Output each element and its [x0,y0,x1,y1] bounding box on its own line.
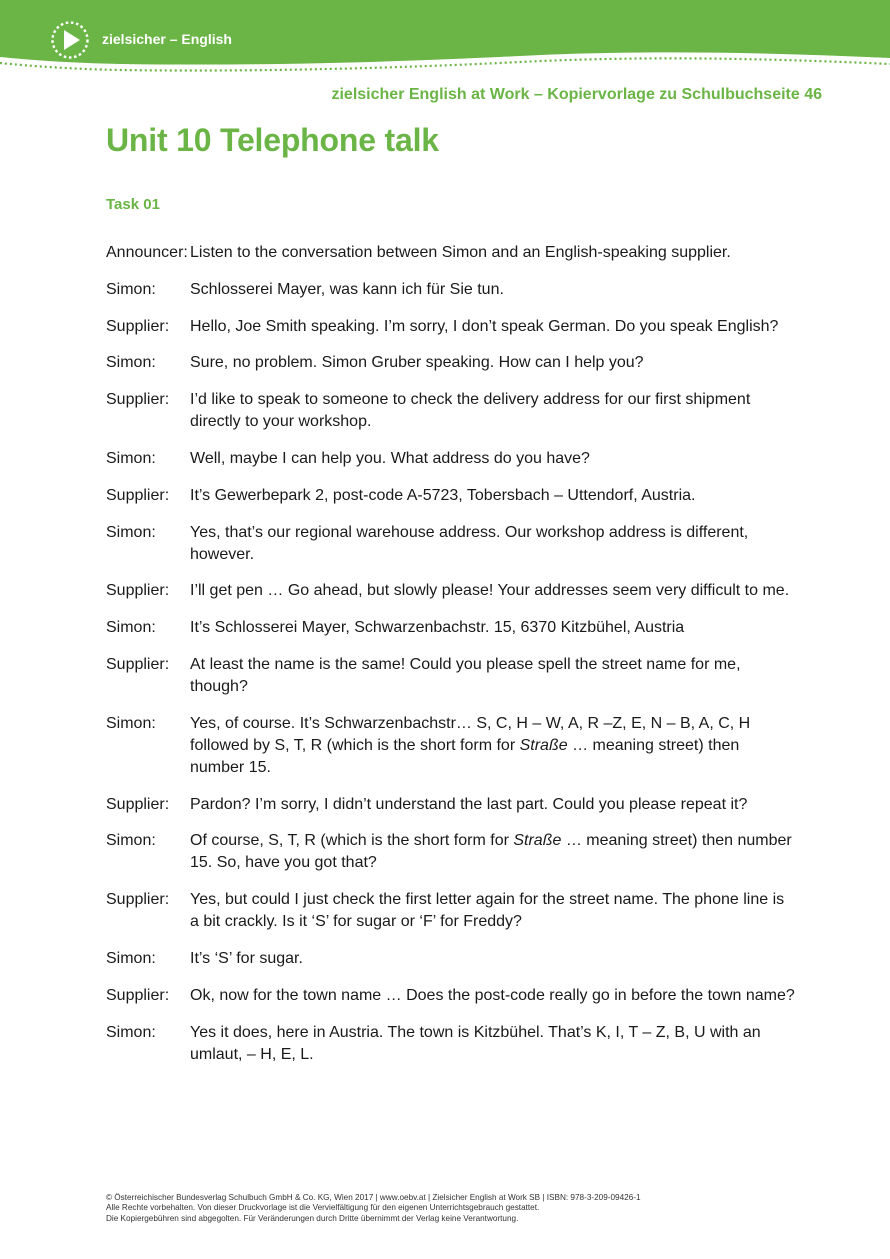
speaker-label: Supplier: [106,391,170,409]
dialogue-line [106,985,796,1007]
brand-name: zielsicher – English [102,31,232,47]
speaker-label: Supplier: [106,795,170,813]
footer-copyright: © Österreichischer Bundesverlag Schulbuch GmbH & Co. KG, Wien 2017 | www.oebv.at | Zielsicher English at Work SB | ISBN: 978-3-209-09426-1 [106,1193,641,1202]
speaker-label: Supplier: [106,317,170,335]
speaker-label: Supplier: [106,655,170,673]
dialogue-line [106,948,796,970]
speaker-label: Simon: [106,1023,156,1041]
speech-text: I’ll get pen … Go ahead, but slowly please! Your addresses seem very difficult to me. [190,582,790,600]
footer-disclaimer: Die Kopiergebühren sind abgegolten. Für Veränderungen durch Dritte übernimmt der Verlag keine Verantwortung. [106,1213,519,1223]
speaker-label: Simon: [106,354,156,372]
foreign-word: Straße [519,736,568,754]
speaker-label: Simon: [106,449,156,467]
speech-text: Ok, now for the town name … Does the post-code really go in before the town name? [190,986,795,1004]
speech-text: Yes, that’s our regional warehouse address. Our workshop address is different, however. [190,523,749,563]
speech-text: It’s Schlosserei Mayer, Schwarzenbachstr. 15, 6370 Kitzbühel, Austria [190,619,685,637]
footer [106,1193,641,1224]
dialogue-line [106,352,796,374]
speech-text: Schlosserei Mayer, was kann ich für Sie tun. [190,280,504,298]
dialogue-line [106,830,796,874]
play-logo-icon [50,20,90,60]
dialogue-line [106,617,796,639]
speaker-label: Simon: [106,523,156,541]
speaker-label: Simon: [106,619,156,637]
dialogue-line [106,889,796,933]
dialogue-line [106,713,796,779]
foreign-word: Straße [513,832,562,850]
dialogue-line [106,654,796,698]
page-title: Unit 10 Telephone talk [106,122,439,158]
footer-rights: Alle Rechte vorbehalten. Von dieser Druckvorlage ist die Vervielfältigung für den eigenen Unterrichtsgebrauch gestattet. [106,1203,540,1213]
speaker-label: Simon: [106,949,156,967]
speech-text: Sure, no problem. Simon Gruber speaking. How can I help you? [190,354,644,372]
speech-text: At least the name is the same! Could you please spell the street name for me, though? [190,655,741,695]
speaker-label: Supplier: [106,986,170,1004]
dialogue-line [106,316,796,338]
page-subtitle: zielsicher English at Work – Kopiervorlage zu Schulbuchseite 46 [331,86,822,103]
dialogue-line [106,485,796,507]
dialogue-line [106,522,796,566]
speech-text: Pardon? I’m sorry, I didn’t understand the last part. Could you please repeat it? [190,795,748,813]
speech-text: Listen to the conversation between Simon and an English-speaking supplier. [190,244,731,261]
speaker-label: Simon: [106,832,156,850]
speaker-label: Supplier: [106,891,170,909]
speech-text: Hello, Joe Smith speaking. I’m sorry, I don’t speak German. Do you speak English? [190,317,779,335]
dialogue-line [106,242,796,264]
dialogue-line [106,389,796,433]
speaker-label: Supplier: [106,486,170,504]
speech-text: Yes it does, here in Austria. The town is Kitzbühel. That’s K, I, T – Z, B, U with an umlaut, – H, E, L. [190,1023,761,1063]
dialogue-line [106,279,796,301]
speech-text: Well, maybe I can help you. What address do you have? [190,449,590,467]
dialogue-transcript [106,242,796,1080]
speaker-label: Simon: [106,714,156,732]
speech-text: It’s ‘S’ for sugar. [190,949,303,967]
speaker-label: Simon: [106,280,156,298]
dialogue-line [106,448,796,470]
speaker-label: Announcer: [106,244,188,261]
speech-text: Of course, S, T, R (which is the short form for Straße … meaning street) then number 15. So, have you got that? [190,832,792,872]
speaker-label: Supplier: [106,582,170,600]
dialogue-line [106,580,796,602]
speech-text: Yes, but could I just check the first letter again for the street name. The phone line is a bit crackly. Is it ‘S’ for sugar or ‘F’ for Freddy? [190,891,785,931]
task-label: Task 01 [106,196,160,213]
speech-text: It’s Gewerbepark 2, post-code A-5723, Tobersbach – Uttendorf, Austria. [190,486,696,504]
speech-text: I’d like to speak to someone to check the delivery address for our first shipment directly to your workshop. [190,391,751,431]
dialogue-line [106,794,796,816]
speech-text: Yes, of course. It’s Schwarzenbachstr… S, C, H – W, A, R –Z, E, N – B, A, C, H followed by S, T, R (which is the short form for Straße … meaning street) then number 15. [190,714,751,776]
dialogue-line [106,1022,796,1066]
